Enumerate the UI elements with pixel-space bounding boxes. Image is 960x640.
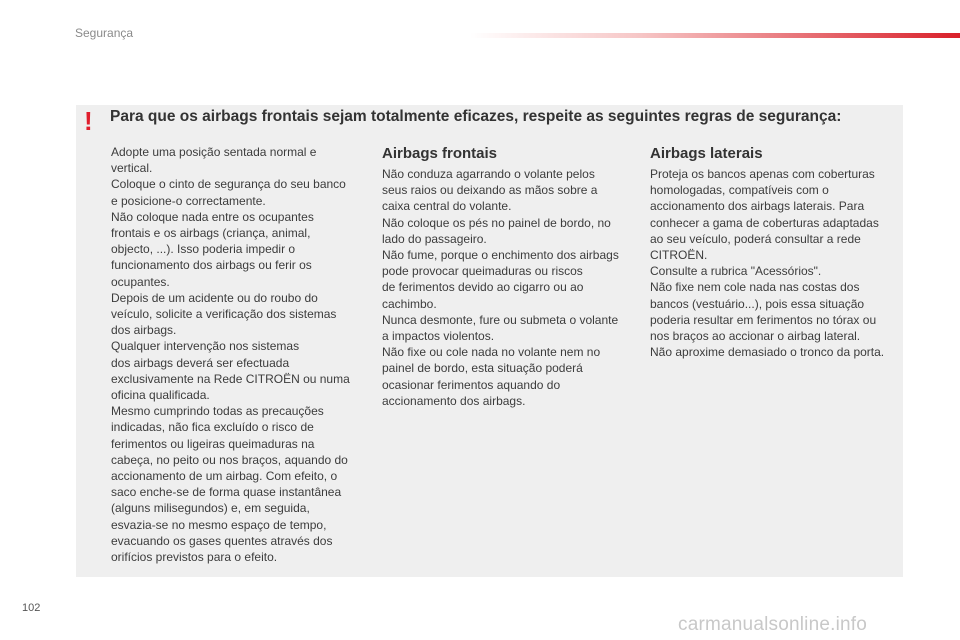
frontal-airbags-text: Não conduza agarrando o volante pelos seus raios ou deixando as mãos sobre a caixa central do volante. Não coloque os pés no painel de bordo, no lado do passageiro. Não fume, porque o enchimento dos airbags pode provocar queimaduras ou riscos de ferimentos devido ao cigarro ou ao cachimbo. Nunca desmonte, fure ou submeta o volante a impactos violentos. Não fixe ou cole nada no volante nem no painel de bordo, esta situação poderá ocasionar ferimentos aquando do accionamento dos airbags. bbox=[382, 167, 619, 408]
section-title: Segurança bbox=[75, 26, 134, 40]
panel-heading: Para que os airbags frontais sejam totalmente eficazes, respeite as seguintes regras de segurança: bbox=[110, 108, 842, 125]
header-accent-bar bbox=[470, 33, 960, 38]
safety-rules-text: Adopte uma posição sentada normal e vertical. Coloque o cinto de segurança do seu banco e posicione-o correctamente. Não coloque nada entre os ocupantes frontais e os airbags (criança, animal, objecto, ...). Isso poderia impedir o funcionamento dos airbags ou ferir os ocupantes. Depois de um acidente ou do roubo do veículo, solicite a verificação dos sistemas dos airbags. Qualquer intervenção nos sistemas dos airbags deverá ser efectuada exclusivamente na Rede CITROËN ou numa oficina qualificada. Mesmo cumprindo todas as precauções indicadas, não fica excluído o risco de ferimentos ou ligeiras queimaduras na cabeça, no peito ou nos braços, aquando do accionamento de um airbag. Com efeito, o saco enche-se de forma quase instantânea (alguns milisegundos) e, em seguida, esvazia-se no mesmo espaço de tempo, evacuando os gases quentes através dos orifícios previstos para o efeito. bbox=[111, 145, 350, 565]
watermark: carmanualsonline.info bbox=[678, 614, 868, 635]
page-number: 102 bbox=[22, 602, 41, 614]
side-airbags-text: Proteja os bancos apenas com coberturas homologadas, compatíveis com o accionamento dos airbags laterais. Para conhecer a gama de coberturas adaptadas ao seu veículo, poderá consultar a rede CITROËN. Consulte a rubrica "Acessórios". Não fixe nem cole nada nas costas dos bancos (vestuário...), pois essa situação poderia resultar em ferimentos no tórax ou nos braços ao accionar o airbag lateral. Não aproxime demasiado o tronco da porta. bbox=[650, 167, 885, 360]
side-airbags-heading: Airbags laterais bbox=[650, 145, 763, 162]
warning-icon: ! bbox=[84, 106, 93, 136]
frontal-airbags-heading: Airbags frontais bbox=[382, 145, 498, 162]
